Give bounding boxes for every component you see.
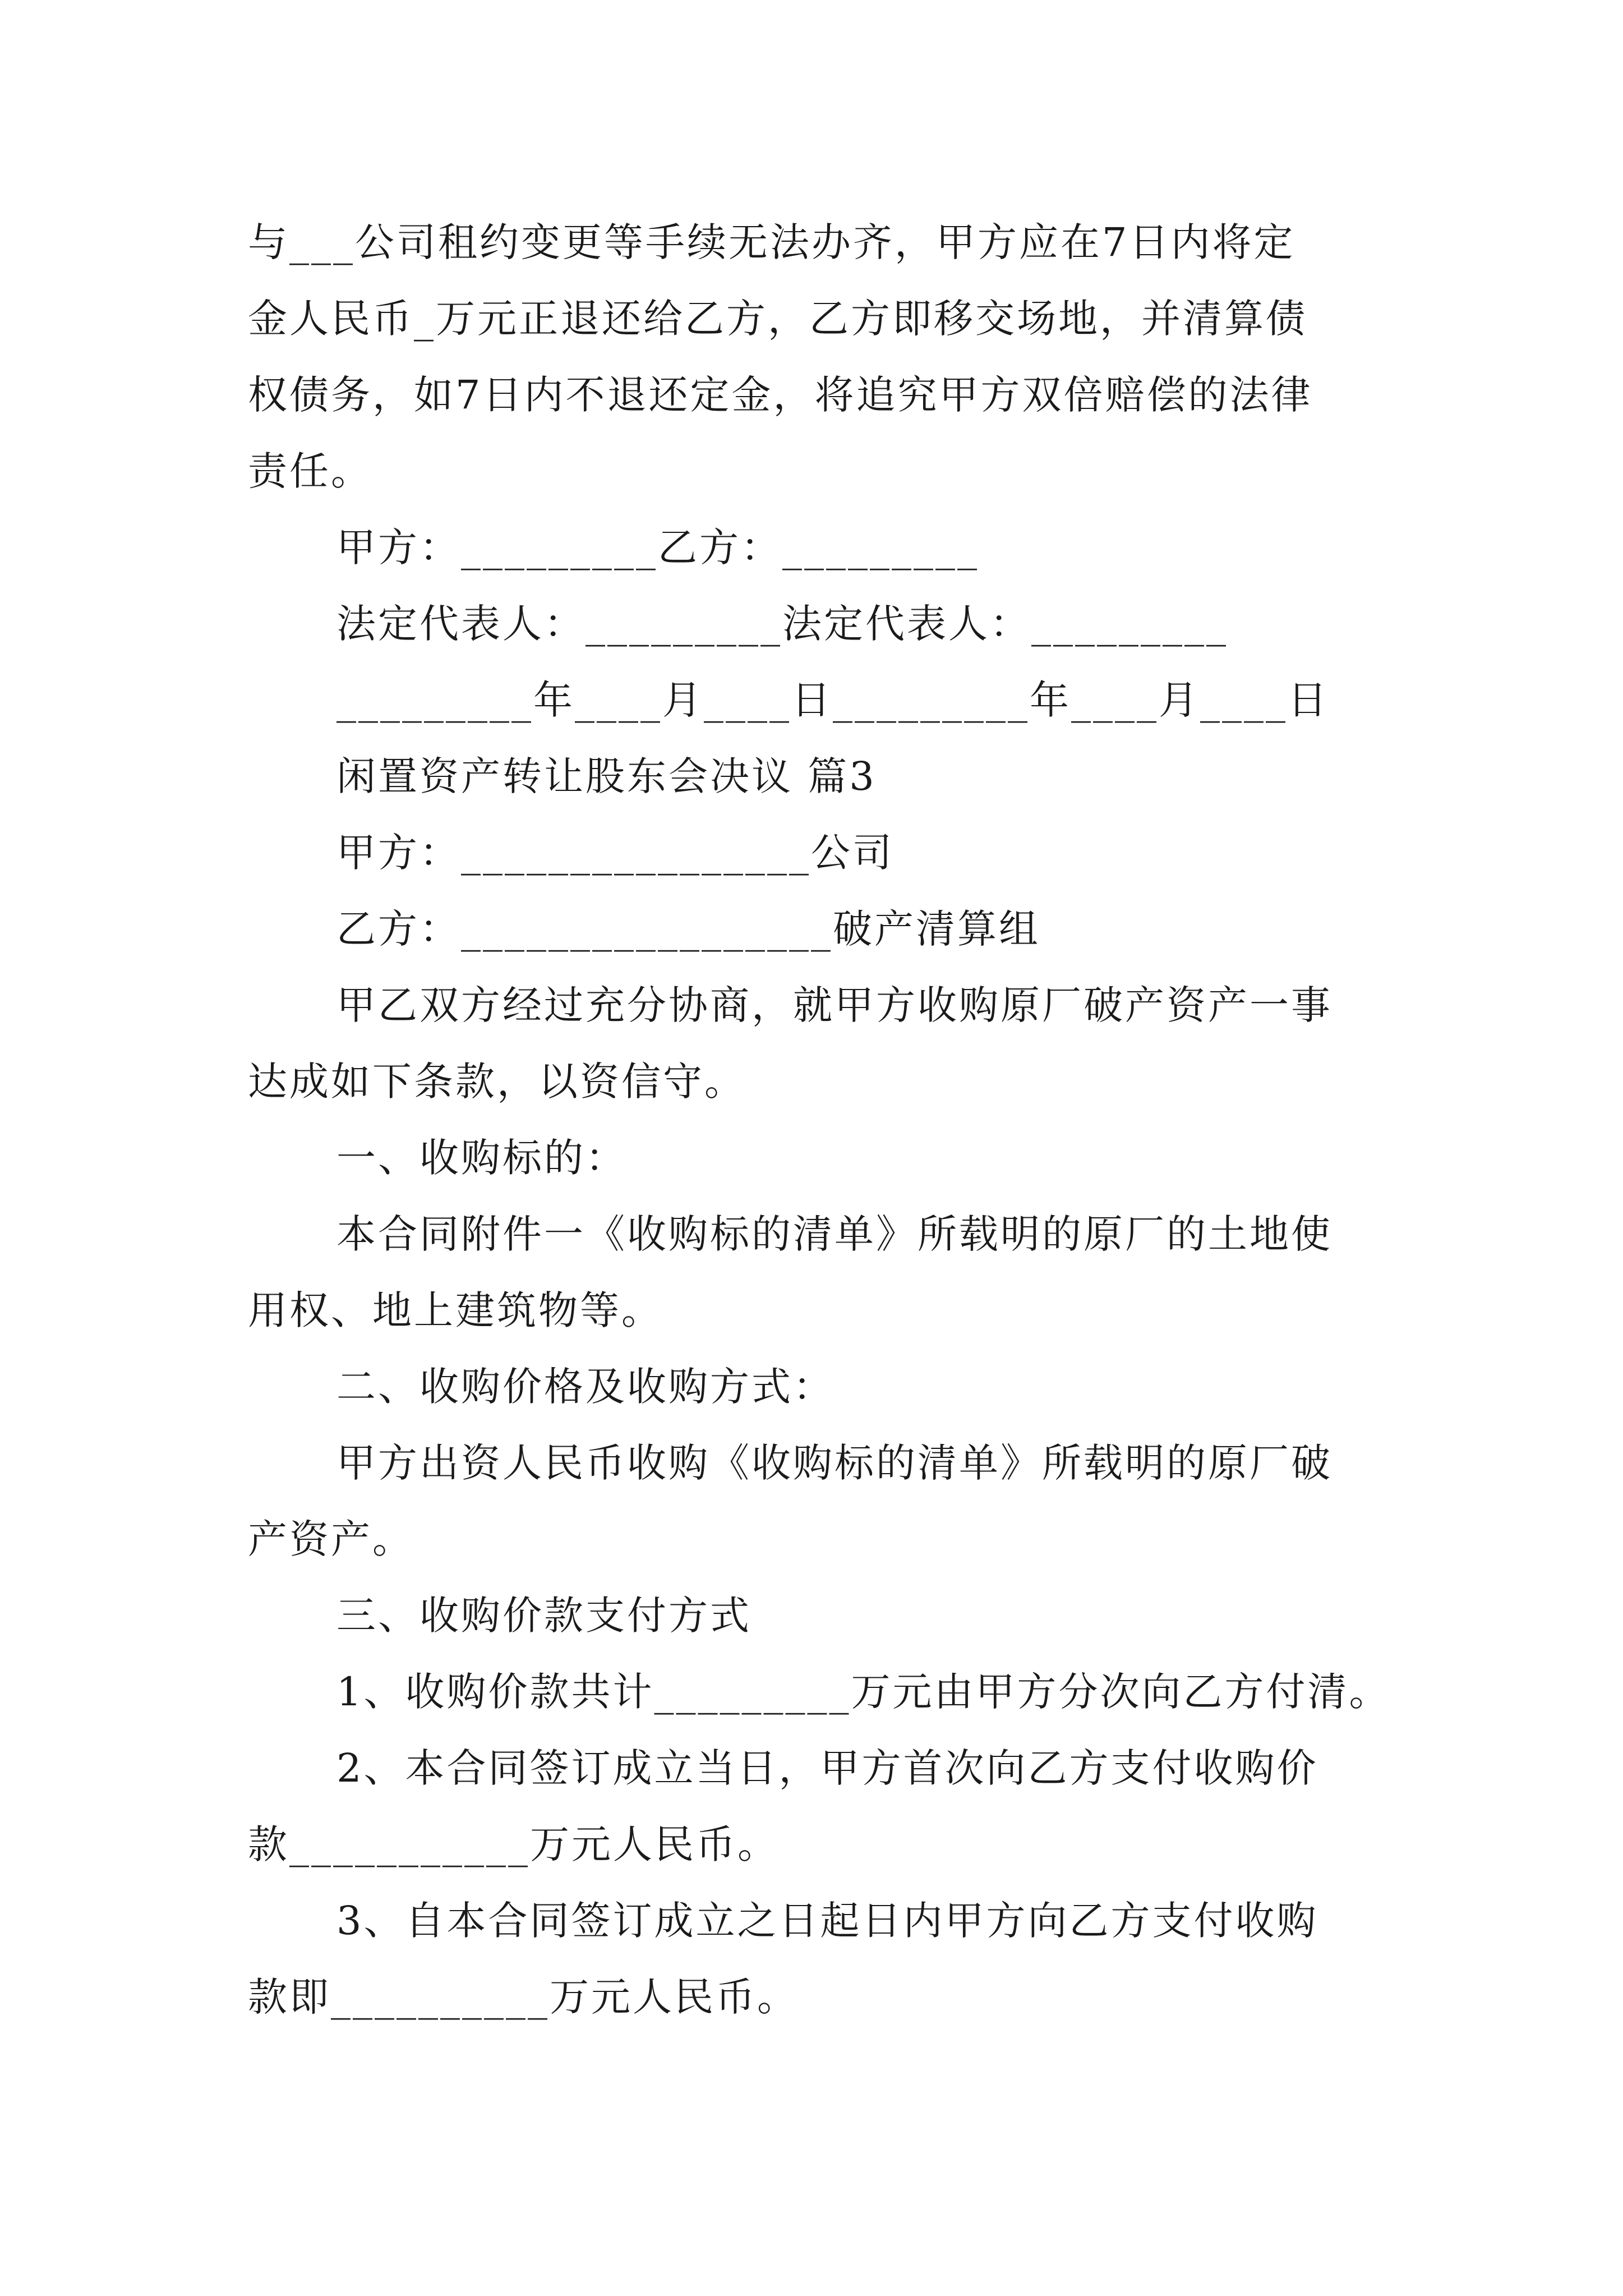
paragraph-line: 用权、地上建筑物等。 [248,1287,663,1333]
party-b-line: 乙方：_________________破产清算组 [336,906,1040,952]
paragraph-line: 款即__________万元人民币。 [248,1974,799,2020]
paragraph-line: 甲乙双方经过充分协商，就甲方收购原厂破产资产一事 [336,982,1332,1028]
clause-item: 2、本合同签订成立当日，甲方首次向乙方支付收购价 [336,1745,1318,1791]
paragraph-line: 款___________万元人民币。 [248,1821,779,1867]
paragraph-line: 本合同附件一《收购标的清单》所载明的原厂的土地使 [336,1211,1332,1257]
clause-item: 1、收购价款共计_________万元由甲方分次向乙方付清。 [336,1669,1391,1715]
paragraph-line: 甲方出资人民币收购《收购标的清单》所载明的原厂破 [336,1440,1332,1486]
paragraph-line: 与___公司租约变更等手续无法办齐，甲方应在7日内将定 [248,219,1295,265]
paragraph-line: 达成如下条款，以资信守。 [248,1059,746,1105]
signature-line-dates: _________年____月____日_________年____月____日 [336,677,1329,723]
signature-line-parties: 甲方：_________乙方：_________ [336,524,979,570]
paragraph-line: 金人民币_万元正退还给乙方，乙方即移交场地，并清算债 [248,296,1307,342]
signature-line-representatives: 法定代表人：_________法定代表人：_________ [336,601,1228,647]
party-a-line: 甲方：________________公司 [336,830,894,876]
clause-heading: 二、收购价格及收购方式： [336,1364,834,1410]
clause-item: 3、自本合同签订成立之日起日内甲方向乙方支付收购 [336,1898,1318,1944]
paragraph-line: 产资产。 [248,1516,414,1562]
clause-heading: 三、收购价款支付方式 [336,1593,751,1639]
clause-heading: 一、收购标的： [336,1135,627,1181]
section-heading: 闲置资产转让股东会决议 篇3 [336,753,877,799]
paragraph-line: 权债务，如7日内不退还定金，将追究甲方双倍赔偿的法律 [248,372,1313,418]
paragraph-line: 责任。 [248,448,372,494]
